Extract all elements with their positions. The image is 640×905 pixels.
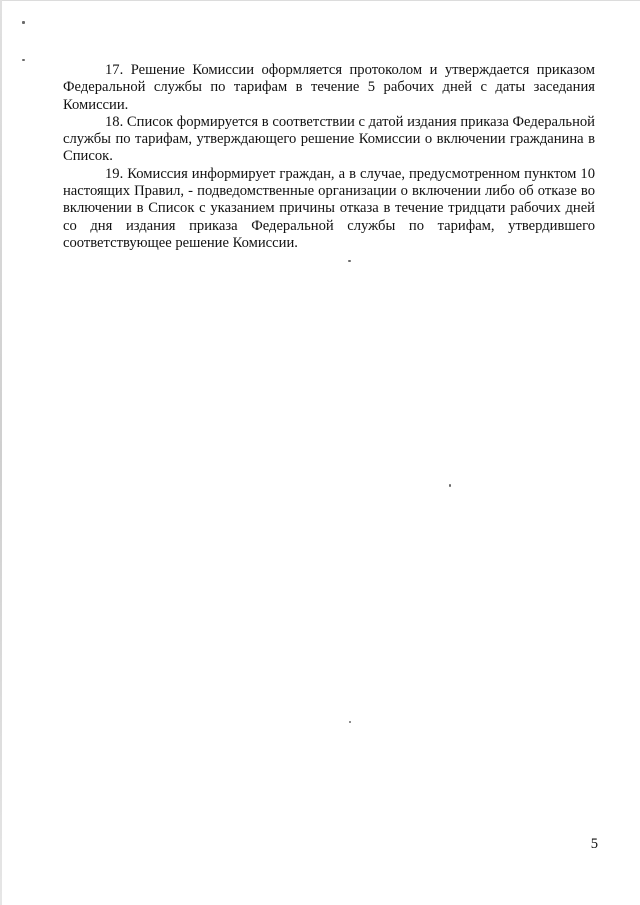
scan-speck: [22, 59, 25, 61]
scan-edge-top: [0, 0, 640, 1]
scan-speck: [348, 260, 351, 262]
paragraph-19: 19. Комиссия информирует граждан, а в случае, предусмотренном пунктом 10 настоящих Правил, - подведомственные организации о включении либо об отказе во включении в Список с указанием причины отказа в течение тридцати рабочих дней со дня издания приказа Федеральной службы по тарифам, утвердившего соответствующее решение Комиссии.: [63, 165, 595, 251]
scan-speck: [349, 721, 351, 723]
paragraph-17: 17. Решение Комиссии оформляется протоколом и утверждается приказом Федеральной службы по тарифам в течение 5 рабочих дней с даты заседания Комиссии.: [63, 62, 595, 113]
scan-speck: [449, 484, 451, 487]
page-number: 5: [590, 836, 598, 852]
paragraph-18: 18. Список формируется в соответствии с датой издания приказа Федеральной службы по тарифам, утверждающего решение Комиссии о включении гражданина в Список.: [63, 113, 595, 165]
document-body: [63, 62, 595, 252]
scan-speck: [22, 21, 25, 24]
scan-edge-left: [0, 0, 2, 905]
